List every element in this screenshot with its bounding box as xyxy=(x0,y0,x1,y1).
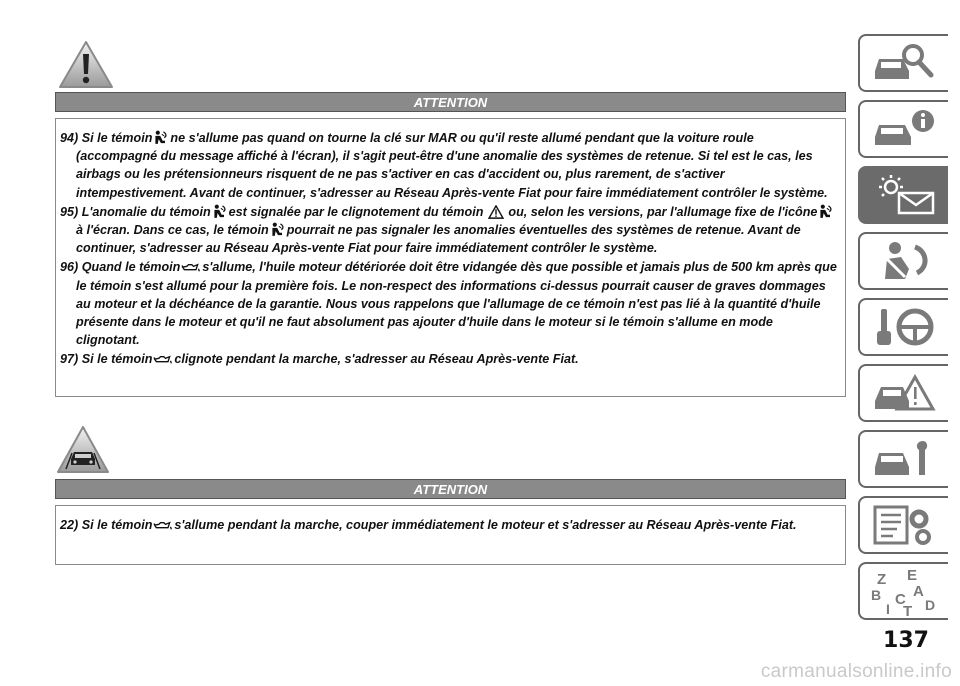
tab-maintenance[interactable] xyxy=(858,430,948,488)
page-number: 137 xyxy=(883,628,929,653)
tab-emergency[interactable] xyxy=(858,364,948,422)
svg-text:C: C xyxy=(895,591,906,608)
svg-text:D: D xyxy=(925,597,936,613)
oil-can-icon xyxy=(153,520,173,532)
warning-light-message-icon xyxy=(869,173,939,217)
watermark-text: carmanualsonline.info xyxy=(760,661,952,682)
chapter-tabs xyxy=(858,34,948,628)
attention-box-2 xyxy=(55,505,846,565)
warning-triangle-small-icon xyxy=(488,205,504,219)
tab-car-search[interactable] xyxy=(858,34,948,92)
note-97: 97) Si le témoin clignote pendant la marche, s'adresser au Réseau Après-vente Fiat. xyxy=(60,352,579,367)
note-94: 94) Si le témoin ne s'allume pas quand on tourne la clé sur MAR ou qu'il reste allumé pendant que la voiture roule (accompagné du message affiché à l'écran), il s'agit peut-être d'une anomalie des systèmes de retenue. Si tel est le cas, les airbags ou les prétensionneurs risquent de ne pas s'activer en cas d'accident ou, plus rarement, de s'activer intempestivement. Avant de continuer, s'adresser au Réseau Après-vente Fiat pour faire immédiatement contrôler le système. xyxy=(60,131,828,200)
note-96: 96) Quand le témoin s'allume, l'huile moteur détériorée doit être vidangée dès que possible et jamais plus de 500 km après que le témoin s'est allumé pour la première fois. Le non-respect des informations ci-dessus pourrait causer de graves dommages au moteur et la déchéance de la garantie. Nous vous rappelons que l'allumage de ce témoin n'est pas lié à la quantité d'huile présente dans le moteur et qu'il ne faut absolument pas ajouter d'huile dans le moteur si le témoin s'allume en mode clignotant. xyxy=(60,260,837,348)
airbag-icon xyxy=(818,204,834,219)
svg-text:E: E xyxy=(907,567,918,584)
airbag-icon xyxy=(212,204,228,219)
tab-starting-driving[interactable] xyxy=(858,298,948,356)
alphabetical-index-icon xyxy=(869,566,939,616)
car-warning-triangle-icon xyxy=(56,425,110,475)
oil-can-icon xyxy=(181,262,201,274)
airbag-icon xyxy=(153,130,169,145)
warning-triangle-icon xyxy=(58,40,114,90)
attention-header-1: ATTENTION xyxy=(55,92,846,112)
specs-gears-icon xyxy=(869,503,939,547)
airbag-icon xyxy=(270,222,286,237)
key-steering-wheel-icon xyxy=(869,305,939,349)
svg-text:B: B xyxy=(871,587,882,603)
tab-index[interactable] xyxy=(858,562,948,620)
car-search-icon xyxy=(869,41,939,85)
svg-text:T: T xyxy=(903,603,913,616)
tab-specifications[interactable] xyxy=(858,496,948,554)
tab-safety[interactable] xyxy=(858,232,948,290)
svg-text:I: I xyxy=(886,601,890,616)
svg-text:Z: Z xyxy=(877,571,887,588)
tab-car-info[interactable] xyxy=(858,100,948,158)
attention-header-2: ATTENTION xyxy=(55,479,846,499)
attention-box-1 xyxy=(55,118,846,397)
tab-warning-lights[interactable] xyxy=(858,166,948,224)
oil-can-icon xyxy=(153,354,173,366)
svg-text:A: A xyxy=(913,583,924,600)
car-info-icon xyxy=(869,107,939,151)
note-95: 95) L'anomalie du témoin est signalée par le clignotement du témoin ou, selon les versions, par l'allumage fixe de l'icôneà l'écran. Dans ce cas, le témoin pourrait ne pas signaler les anomalies éventuelles des systèmes de retenue. Avant de continuer, s'adresser au Réseau Après-vente Fiat pour faire immédiatement contrôler le système. xyxy=(60,203,837,258)
seatbelt-airbag-icon xyxy=(869,239,939,283)
car-crash-icon xyxy=(869,371,939,415)
note-22: 22) Si le témoin s'allume pendant la marche, couper immédiatement le moteur et s'adresser au Réseau Après-vente Fiat. xyxy=(60,518,797,532)
car-wrench-icon xyxy=(869,437,939,481)
